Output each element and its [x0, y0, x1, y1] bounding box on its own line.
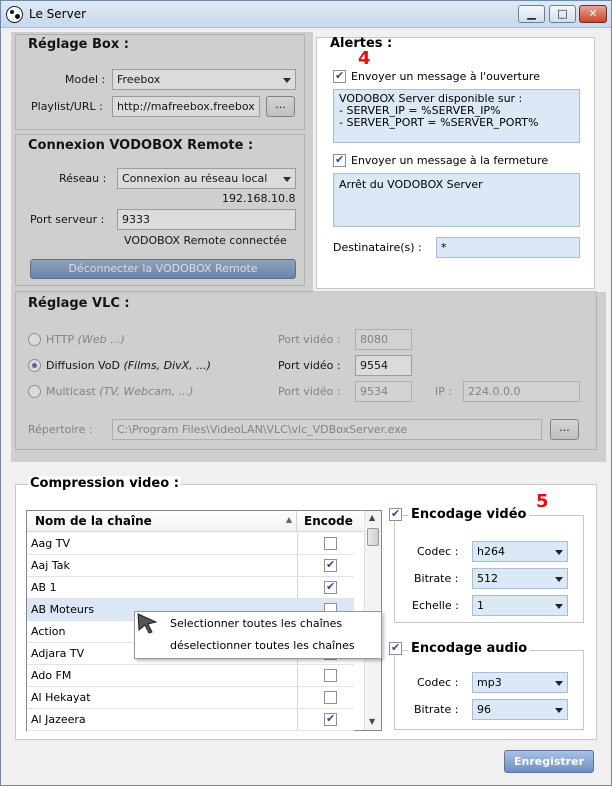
box-settings-header: Réglage Box : — [28, 37, 129, 52]
http-port-label: Port vidéo : — [278, 333, 341, 346]
channel-name: Al Hekayat — [31, 691, 91, 704]
scroll-down-icon[interactable]: ▼ — [369, 717, 376, 726]
channel-name: Al Jazeera — [31, 713, 86, 726]
model-select-value: Freebox — [117, 73, 161, 86]
table-row[interactable] — [27, 533, 354, 555]
column-header-encode-label: Encode — [304, 514, 353, 528]
encode-checkbox[interactable] — [324, 691, 337, 704]
channel-name: Ado FM — [31, 669, 72, 682]
table-row[interactable] — [27, 555, 354, 577]
title-bar[interactable] — [1, 1, 611, 28]
server-port-label: Port serveur : — [30, 213, 105, 226]
table-row[interactable] — [27, 577, 354, 599]
vod-port-input[interactable]: 9554 — [355, 355, 412, 376]
http-label: HTTP (Web ...) — [46, 333, 125, 346]
chevron-down-icon — [555, 577, 563, 582]
window-title: Le Server — [29, 7, 87, 21]
menu-item-deselect-all[interactable]: déselectionner toutes les chaînes — [170, 639, 355, 652]
network-select[interactable] — [117, 168, 296, 189]
close-message-textarea[interactable]: Arrêt du VODOBOX Server — [333, 173, 580, 227]
audio-encoding-checkbox[interactable] — [389, 642, 402, 655]
video-codec-select[interactable] — [472, 541, 568, 562]
video-scale-label: Echelle : — [412, 599, 459, 612]
column-header-encode[interactable] — [297, 511, 363, 532]
remote-status-text: VODOBOX Remote connectée — [124, 234, 287, 247]
vlc-header: Réglage VLC : — [28, 296, 130, 311]
menu-item-select-all[interactable]: Selectionner toutes les chaînes — [170, 617, 343, 630]
chevron-down-icon — [555, 604, 563, 609]
close-message-checkbox[interactable] — [333, 154, 346, 167]
model-label: Model : — [65, 73, 106, 86]
column-header-name[interactable] — [27, 511, 297, 532]
audio-codec-label: Codec : — [417, 676, 459, 689]
chevron-down-icon — [555, 708, 563, 713]
audio-bitrate-select[interactable] — [472, 699, 568, 720]
chevron-down-icon — [555, 550, 563, 555]
compression-header: Compression video : — [30, 476, 179, 491]
playlist-label: Playlist/URL : — [31, 100, 103, 113]
recipient-input[interactable]: * — [436, 237, 580, 258]
disconnect-remote-button[interactable]: Déconnecter la VODOBOX Remote — [30, 259, 296, 279]
audio-bitrate-label: Bitrate : — [414, 703, 459, 716]
audio-codec-select[interactable] — [472, 672, 568, 693]
multicast-port-input[interactable]: 9534 — [355, 381, 412, 402]
open-message-line: - SERVER_PORT = %SERVER_PORT% — [339, 116, 539, 129]
scroll-thumb[interactable] — [367, 528, 379, 546]
http-port-input[interactable]: 8080 — [355, 329, 412, 350]
close-button[interactable]: ✕ — [579, 5, 607, 23]
open-message-label: Envoyer un message à l'ouverture — [351, 70, 540, 83]
playlist-browse-button[interactable]: ... — [266, 96, 295, 117]
encoding-step-marker: 5 — [536, 491, 549, 512]
audio-codec-value: mp3 — [477, 676, 502, 689]
multicast-label: Multicast (TV, Webcam, ...) — [46, 385, 194, 398]
minimize-button[interactable]: ▁ — [518, 5, 545, 23]
server-port-input[interactable]: 9333 — [117, 209, 296, 230]
mouse-cursor-icon — [136, 612, 160, 634]
video-codec-label: Codec : — [417, 545, 459, 558]
channel-name: Aaj Tak — [31, 559, 70, 572]
channel-name: Aag TV — [31, 537, 70, 550]
multicast-port-label: Port vidéo : — [278, 385, 341, 398]
multicast-ip-label: IP : — [435, 385, 453, 398]
multicast-ip-input[interactable]: 224.0.0.0 — [463, 381, 580, 402]
scroll-up-icon[interactable]: ▲ — [369, 513, 376, 522]
context-menu — [134, 611, 382, 659]
video-encoding-checkbox[interactable] — [389, 508, 402, 521]
close-message-label: Envoyer un message à la fermeture — [351, 154, 549, 167]
local-ip-text: 192.168.10.8 — [222, 192, 296, 205]
model-select[interactable] — [112, 69, 296, 90]
chevron-down-icon — [555, 681, 563, 686]
encode-checkbox[interactable] — [324, 581, 337, 594]
open-message-textarea[interactable] — [333, 89, 580, 143]
channel-name: AB 1 — [31, 581, 57, 594]
open-message-line: - SERVER_IP = %SERVER_IP% — [339, 104, 501, 117]
multicast-radio[interactable] — [28, 385, 41, 398]
table-row[interactable] — [27, 665, 354, 687]
playlist-url-input[interactable]: http://mafreebox.freebox — [112, 96, 260, 117]
encode-checkbox[interactable] — [324, 537, 337, 550]
vod-label: Diffusion VoD (Films, DivX, ...) — [46, 359, 211, 372]
vlc-directory-label: Répertoire : — [28, 423, 93, 436]
video-codec-value: h264 — [477, 545, 505, 558]
app-logo-icon — [6, 6, 23, 23]
remote-header: Connexion VODOBOX Remote : — [28, 138, 254, 153]
network-label: Réseau : — [59, 172, 107, 185]
http-radio[interactable] — [28, 333, 41, 346]
table-row[interactable] — [27, 687, 354, 709]
recipient-label: Destinataire(s) : — [333, 241, 422, 254]
encode-checkbox[interactable] — [324, 713, 337, 726]
audio-encoding-header: Encodage audio — [408, 641, 530, 656]
encode-checkbox[interactable] — [324, 669, 337, 682]
video-bitrate-label: Bitrate : — [414, 572, 459, 585]
channel-name: AB Moteurs — [31, 603, 95, 616]
vlc-directory-input[interactable]: C:\Program Files\VideoLAN\VLC\vlc_VDBoxServer.exe — [112, 419, 542, 440]
open-message-line: VODOBOX Server disponible sur : — [339, 92, 523, 105]
table-row[interactable] — [27, 709, 354, 731]
video-bitrate-value: 512 — [477, 572, 498, 585]
chevron-down-icon — [283, 177, 291, 182]
save-button[interactable]: Enregistrer — [504, 750, 594, 773]
vlc-directory-browse-button[interactable]: ... — [550, 419, 579, 440]
video-bitrate-select[interactable] — [472, 568, 568, 589]
network-select-value: Connexion au réseau local — [122, 172, 268, 185]
video-scale-select[interactable] — [472, 595, 568, 616]
vod-port-label: Port vidéo : — [278, 359, 341, 372]
maximize-button[interactable]: □ — [549, 5, 576, 23]
encode-checkbox[interactable] — [324, 559, 337, 572]
column-header-name-label: Nom de la chaîne — [35, 514, 152, 528]
alerts-header: Alertes : — [330, 36, 393, 51]
channel-name: Action — [31, 625, 66, 638]
alerts-step-marker: 4 — [358, 48, 371, 69]
sort-ascending-icon: ▲ — [285, 515, 292, 524]
chevron-down-icon — [283, 78, 291, 83]
open-message-checkbox[interactable] — [333, 70, 346, 83]
video-scale-value: 1 — [477, 599, 484, 612]
video-encoding-header: Encodage vidéo — [408, 507, 529, 522]
channel-name: Adjara TV — [31, 647, 85, 660]
audio-bitrate-value: 96 — [477, 703, 491, 716]
vod-radio[interactable] — [28, 359, 41, 372]
